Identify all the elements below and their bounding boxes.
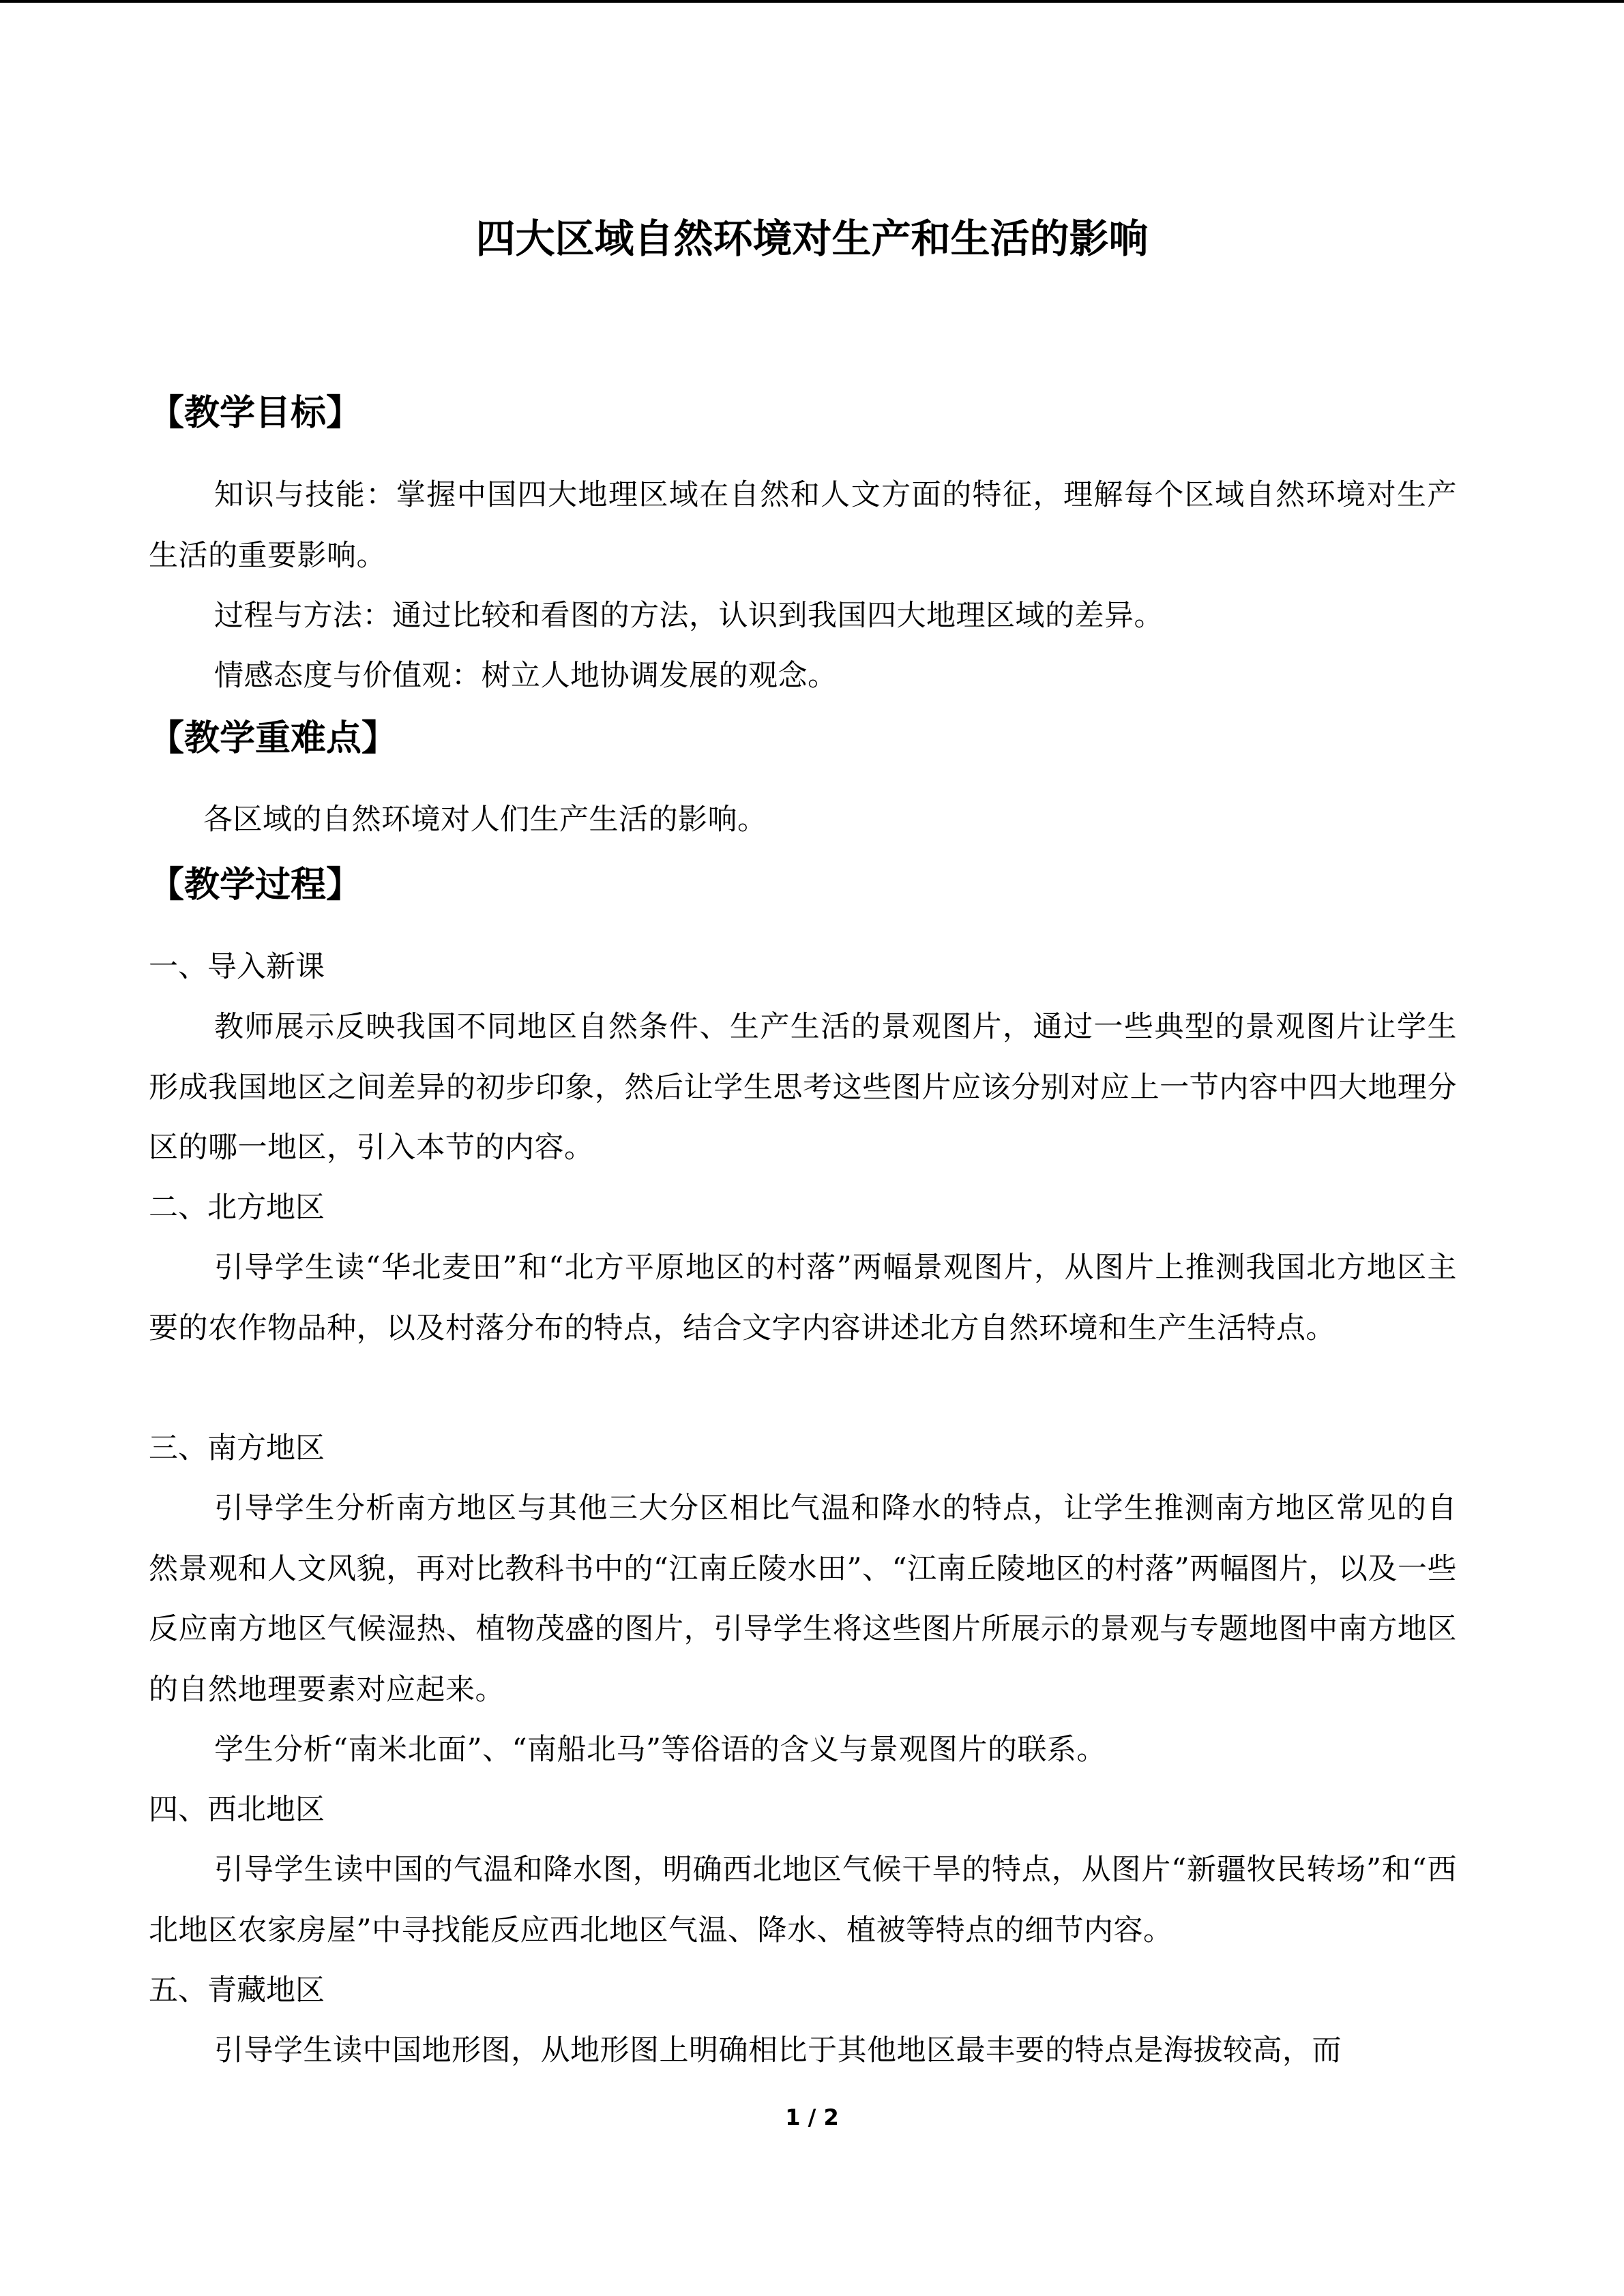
key-points-text: 各区域的自然环境对人们生产生活的影响。 [203,803,767,837]
top-border-rule [0,0,1624,3]
north-paragraph: 引导学生读“华北麦田”和“北方平原地区的村落”两幅景观图片，从图片上推测我国北方地区主要的农作物品种，以及村落分布的特点，结合文字内容讲述北方自然环境和生产生活特点。 [149,1251,1457,1345]
section-label-northwest: 四、西北地区 [149,1793,325,1827]
northwest-paragraph: 引导学生读中国的气温和降水图，明确西北地区气候干旱的特点，从图片“新疆牧民转场”和“西北地区农家房屋”中寻找能反应西北地区气温、降水、植被等特点的细节内容。 [149,1853,1457,1948]
objective-process: 过程与方法：通过比较和看图的方法，认识到我国四大地理区域的差异。 [214,599,1164,633]
intro-paragraph: 教师展示反映我国不同地区自然条件、生产生活的景观图片，通过一些典型的景观图片让学生形成我国地区之间差异的初步印象，然后让学生思考这些图片应该分别对应上一节内容中四大地理分区的哪一地区，引入本节的内容。 [149,1010,1457,1165]
section-label-intro: 一、导入新课 [149,950,325,984]
heading-teaching-process: 【教学过程】 [149,865,362,906]
document-title: 四大区域自然环境对生产和生活的影响 [475,215,1149,262]
heading-key-points: 【教学重难点】 [149,718,398,759]
section-label-south: 三、南方地区 [149,1431,325,1465]
section-label-qingzang: 五、青藏地区 [149,1973,325,2008]
heading-teaching-objectives: 【教学目标】 [149,393,362,434]
section-label-north: 二、北方地区 [149,1191,325,1225]
qingzang-paragraph: 引导学生读中国地形图，从地形图上明确相比于其他地区最丰要的特点是海拔较高，而 [214,2033,1342,2068]
south-paragraph-1: 引导学生分析南方地区与其他三大分区相比气温和降水的特点，让学生推测南方地区常见的自然景观和人文风貌，再对比教科书中的“江南丘陵水田”、“江南丘陵地区的村落”两幅图片，以及一些反应南方地区气候湿热、植物茂盛的图片，引导学生将这些图片所展示的景观与专题地图中南方地区的自然地理要素对应起来。 [149,1491,1457,1707]
page-number: 1 / 2 [785,2104,839,2130]
objective-attitude: 情感态度与价值观：树立人地协调发展的观念。 [214,659,838,693]
objective-knowledge: 知识与技能：掌握中国四大地理区域在自然和人文方面的特征，理解每个区域自然环境对生产生活的重要影响。 [149,478,1457,573]
south-paragraph-2: 学生分析“南米北面”、“南船北马”等俗语的含义与景观图片的联系。 [214,1733,1106,1767]
